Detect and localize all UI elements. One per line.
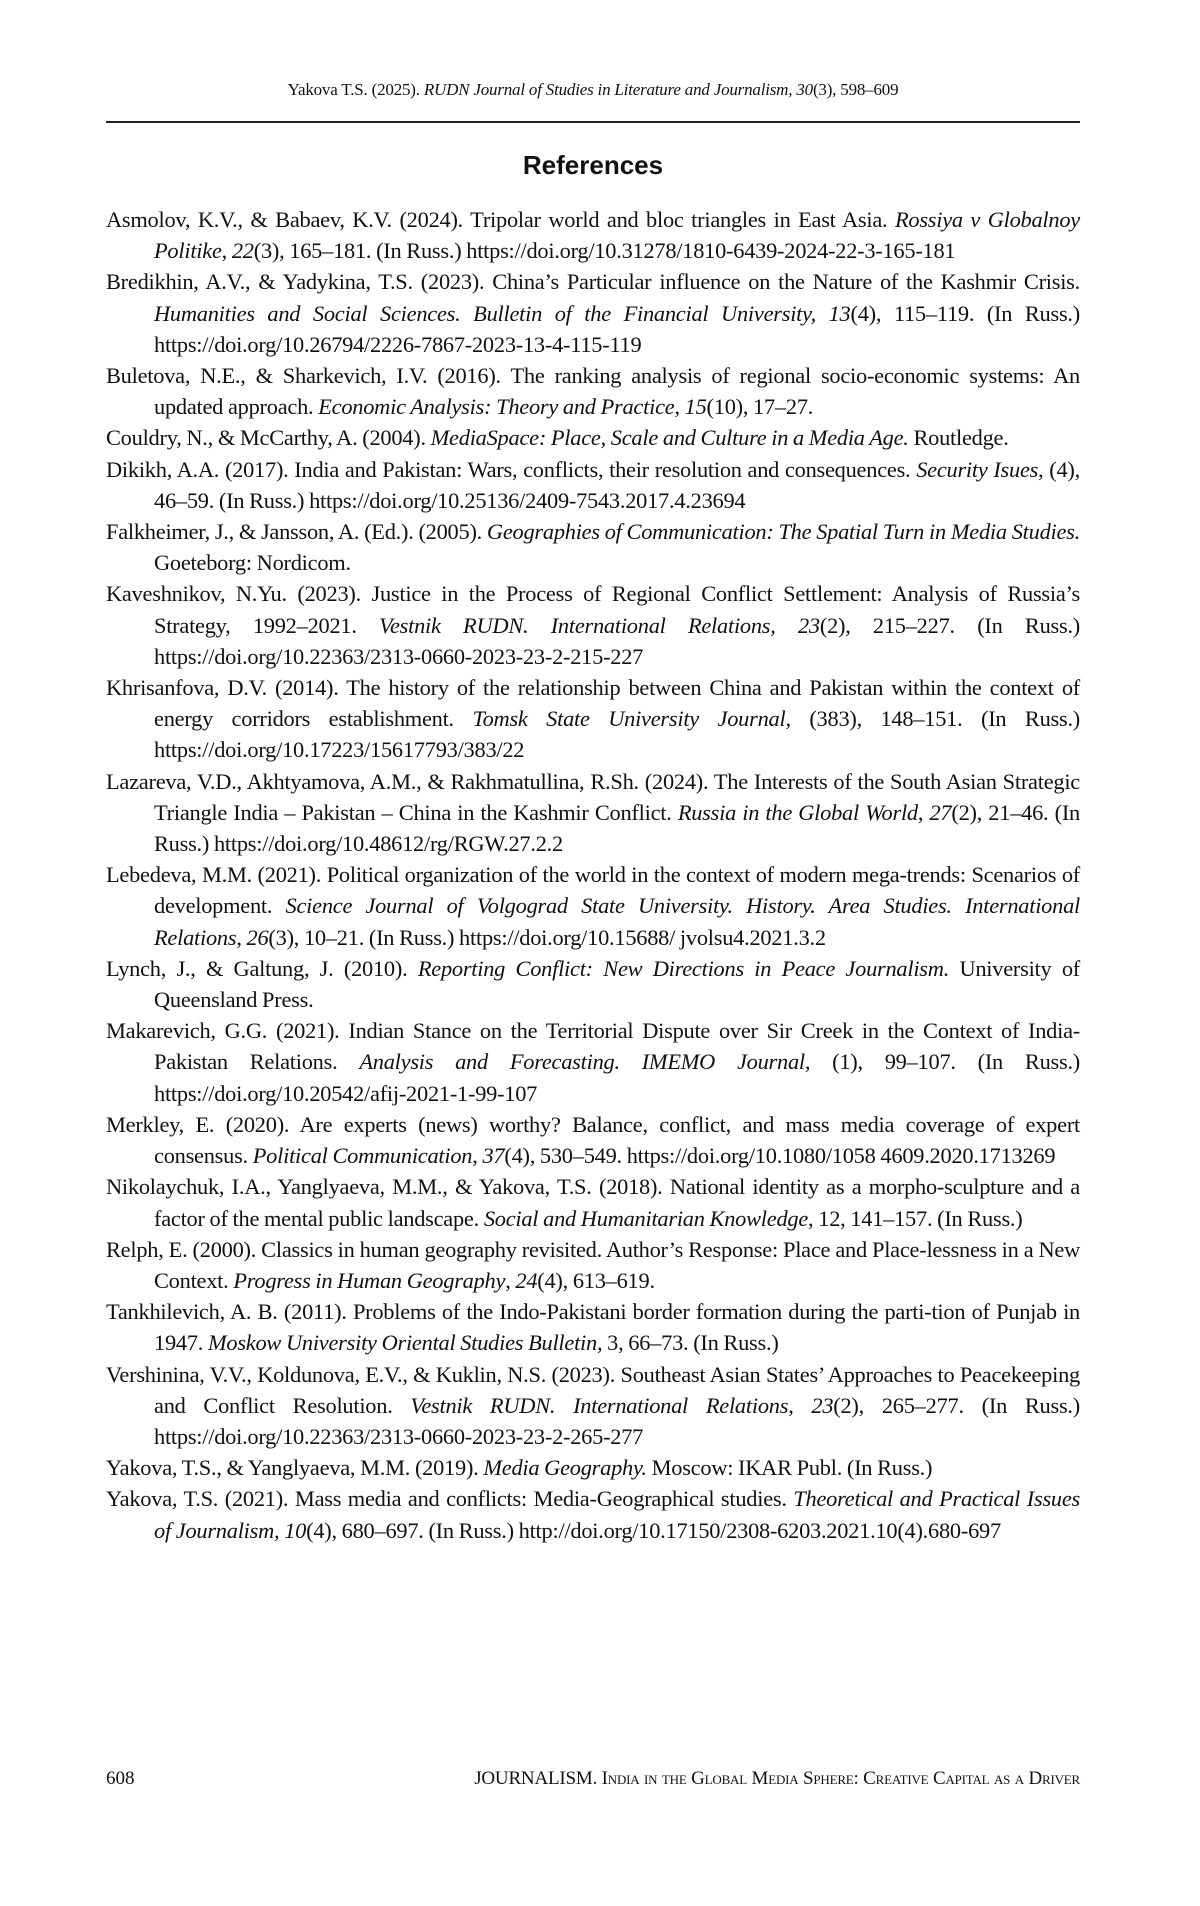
reference-text: ,: [918, 800, 930, 825]
reference-source: Social and Humanitarian Knowledge: [484, 1206, 808, 1231]
reference-source: Humanities and Social Sciences. Bulletin of the Financial University, 13: [154, 301, 851, 326]
reference-entry: [106, 1109, 1080, 1171]
reference-text: (2), 21–46. (In Russ.) https://doi.org/10.48612/rg/RGW.27.2.2: [154, 800, 1080, 856]
reference-entry: [106, 204, 1080, 266]
reference-source: Russia in the Global World: [678, 800, 918, 825]
reference-entry: [106, 859, 1080, 953]
reference-source: Political Communication: [253, 1143, 473, 1168]
reference-text: Nikolaychuk, I.A., Yanglyaeva, M.M., & Yakova, T.S. (2018). National identity as a morpho-sculpture and a factor of the mental public landscape.: [106, 1174, 1080, 1230]
reference-text: Goeteborg: Nordicom.: [154, 550, 351, 575]
reference-entry: [106, 266, 1080, 360]
reference-source: Reporting Conflict: New Directions in Peace Journalism.: [418, 956, 949, 981]
reference-source: Economic Analysis: Theory and Practice: [318, 394, 674, 419]
reference-source: Progress in Human Geography: [233, 1268, 505, 1293]
reference-text: Routledge.: [909, 425, 1009, 450]
reference-text: ,: [236, 925, 246, 950]
reference-source: Theoretical and Practical Issues of Journalism, 10: [154, 1486, 1080, 1542]
reference-text: Falkheimer, J., & Jansson, A. (Ed.). (2005).: [106, 519, 487, 544]
reference-entry: [106, 1483, 1080, 1545]
running-head-journal: RUDN Journal of Studies in Literature and Journalism, 30: [424, 80, 813, 99]
reference-text: Khrisanfova, D.V. (2014). The history of the relationship between China and Pakistan within the context of energy corridors establishment.: [106, 675, 1080, 731]
reference-text: (4), 530–549. https://doi.org/10.1080/1058 4609.2020.1713269: [504, 1143, 1055, 1168]
reference-text: (3), 10–21. (In Russ.) https://doi.org/10.15688/ jvolsu4.2021.3.2: [268, 925, 825, 950]
reference-text: , (1), 99–107. (In Russ.) https://doi.org/10.20542/afij-2021-1-99-107: [154, 1049, 1080, 1105]
reference-entry: [106, 672, 1080, 766]
running-head: [106, 80, 1080, 100]
reference-source: Security Isues: [916, 457, 1038, 482]
reference-entry: [106, 516, 1080, 578]
reference-text: ,: [674, 394, 684, 419]
reference-source: Geographies of Communication: The Spatial Turn in Media Studies.: [487, 519, 1080, 544]
reference-list: [106, 204, 1080, 1546]
reference-text: Yakova, T.S., & Yanglyaeva, M.M. (2019).: [106, 1455, 483, 1480]
reference-entry: [106, 360, 1080, 422]
reference-entry: [106, 953, 1080, 1015]
reference-source: 22: [232, 238, 254, 263]
footer-section-title: JOURNALISM. India in the Global Media Sphere: Creative Capital as a Driver: [474, 1768, 1080, 1790]
reference-text: Moscow: IKAR Publ. (In Russ.): [647, 1455, 932, 1480]
reference-source: Analysis and Forecasting. IMEMO Journal: [359, 1049, 805, 1074]
reference-source: Moskow University Oriental Studies Bulletin,: [208, 1330, 602, 1355]
reference-source: 27: [929, 800, 951, 825]
reference-entry: [106, 1452, 1080, 1483]
reference-text: ,: [472, 1143, 482, 1168]
reference-source: Media Geography.: [483, 1455, 646, 1480]
reference-text: Tankhilevich, A. B. (2011). Problems of the Indo-Pakistani border formation during the parti-tion of Punjab in 1947.: [106, 1299, 1080, 1355]
reference-entry: [106, 1015, 1080, 1109]
reference-source: MediaSpace: Place, Scale and Culture in a Media Age.: [431, 425, 909, 450]
reference-source: 24: [515, 1268, 537, 1293]
reference-text: Lazareva, V.D., Akhtyamova, A.M., & Rakhmatullina, R.Sh. (2024). The Interests of the South Asian Strategic Triangle India – Pakistan – China in the Kashmir Conflict.: [106, 769, 1080, 825]
reference-entry: [106, 454, 1080, 516]
running-head-authors: Yakova T.S. (2025).: [288, 80, 424, 99]
reference-text: (4), 680–697. (In Russ.) http://doi.org/10.17150/2308-6203.2021.10(4).680-697: [306, 1518, 1001, 1543]
reference-text: (4), 613–619.: [537, 1268, 655, 1293]
reference-text: , (383), 148–151. (In Russ.) https://doi.org/10.17223/15617793/383/22: [154, 706, 1080, 762]
reference-entry: [106, 578, 1080, 672]
reference-text: University of Queensland Press.: [154, 956, 1080, 1012]
reference-text: Relph, E. (2000). Classics in human geography revisited. Author’s Response: Place and Place-lessness in a New Context.: [106, 1237, 1080, 1293]
reference-text: Yakova, T.S. (2021). Mass media and conflicts: Media-Geographical studies.: [106, 1486, 793, 1511]
section-heading: References: [106, 150, 1080, 181]
reference-text: Couldry, N., & McCarthy, A. (2004).: [106, 425, 431, 450]
reference-text: ,: [505, 1268, 515, 1293]
reference-text: Buletova, N.E., & Sharkevich, I.V. (2016). The ranking analysis of regional socio-economic systems: An updated approach.: [106, 363, 1080, 419]
reference-source: Vestnik RUDN. International Relations: [410, 1393, 788, 1418]
reference-text: Lynch, J., & Galtung, J. (2010).: [106, 956, 418, 981]
reference-text: (2), 265–277. (In Russ.) https://doi.org/10.22363/2313-0660-2023-23-2-265-277: [154, 1393, 1080, 1449]
reference-text: , 12, 141–157. (In Russ.): [808, 1206, 1022, 1231]
reference-entry: [106, 1359, 1080, 1453]
reference-source: Tomsk State University Journal: [472, 706, 785, 731]
reference-entry: [106, 1171, 1080, 1233]
reference-source: 15: [685, 394, 707, 419]
reference-text: Lebedeva, M.M. (2021). Political organization of the world in the context of modern mega-trends: Scenarios of development.: [106, 862, 1080, 918]
reference-text: Bredikhin, A.V., & Yadykina, T.S. (2023). China’s Particular influence on the Nature of the Kashmir Crisis.: [106, 269, 1080, 294]
reference-text: Kaveshnikov, N.Yu. (2023). Justice in the Process of Regional Conflict Settlement: Analysis of Russia’s Strategy, 1992–2021.: [106, 581, 1080, 637]
reference-text: Vershinina, V.V., Koldunova, E.V., & Kuklin, N.S. (2023). Southeast Asian States’ Approaches to Peacekeeping and Conflict Resolution.: [106, 1362, 1080, 1418]
header-rule: [106, 121, 1080, 123]
reference-source: 23: [811, 1393, 833, 1418]
reference-source: Science Journal of Volgograd State University. History. Area Studies. International Relations: [154, 893, 1080, 949]
reference-text: Merkley, E. (2020). Are experts (news) worthy? Balance, conflict, and mass media coverage of expert consensus.: [106, 1112, 1080, 1168]
reference-entry: [106, 1296, 1080, 1358]
reference-entry: [106, 766, 1080, 860]
reference-text: 3, 66–73. (In Russ.): [602, 1330, 778, 1355]
reference-text: ,: [788, 1393, 811, 1418]
page-number: 608: [106, 1768, 135, 1790]
reference-text: , (4), 46–59. (In Russ.) https://doi.org/10.25136/2409-7543.2017.4.23694: [154, 457, 1080, 513]
reference-source: Rossiya v Globalnoy Politike: [154, 207, 1080, 263]
reference-text: Makarevich, G.G. (2021). Indian Stance on the Territorial Dispute over Sir Creek in the Context of India-Pakistan Relations.: [106, 1018, 1080, 1074]
reference-source: 37: [482, 1143, 504, 1168]
reference-text: (10), 17–27.: [707, 394, 814, 419]
reference-text: Asmolov, K.V., & Babaev, K.V. (2024). Tripolar world and bloc triangles in East Asia.: [106, 207, 895, 232]
reference-entry: [106, 422, 1080, 453]
running-head-issue: (3), 598–609: [813, 80, 898, 99]
reference-entry: [106, 1234, 1080, 1296]
reference-text: Dikikh, A.A. (2017). India and Pakistan: Wars, conflicts, their resolution and consequences.: [106, 457, 916, 482]
reference-source: 26: [247, 925, 269, 950]
reference-text: ,: [222, 238, 232, 263]
reference-text: (2), 215–227. (In Russ.) https://doi.org/10.22363/2313-0660-2023-23-2-215-227: [154, 613, 1080, 669]
reference-source: Vestnik RUDN. International Relations, 23: [379, 613, 820, 638]
reference-text: (4), 115–119. (In Russ.) https://doi.org/10.26794/2226-7867-2023-13-4-115-119: [154, 301, 1080, 357]
reference-text: (3), 165–181. (In Russ.) https://doi.org/10.31278/1810-6439-2024-22-3-165-181: [254, 238, 956, 263]
